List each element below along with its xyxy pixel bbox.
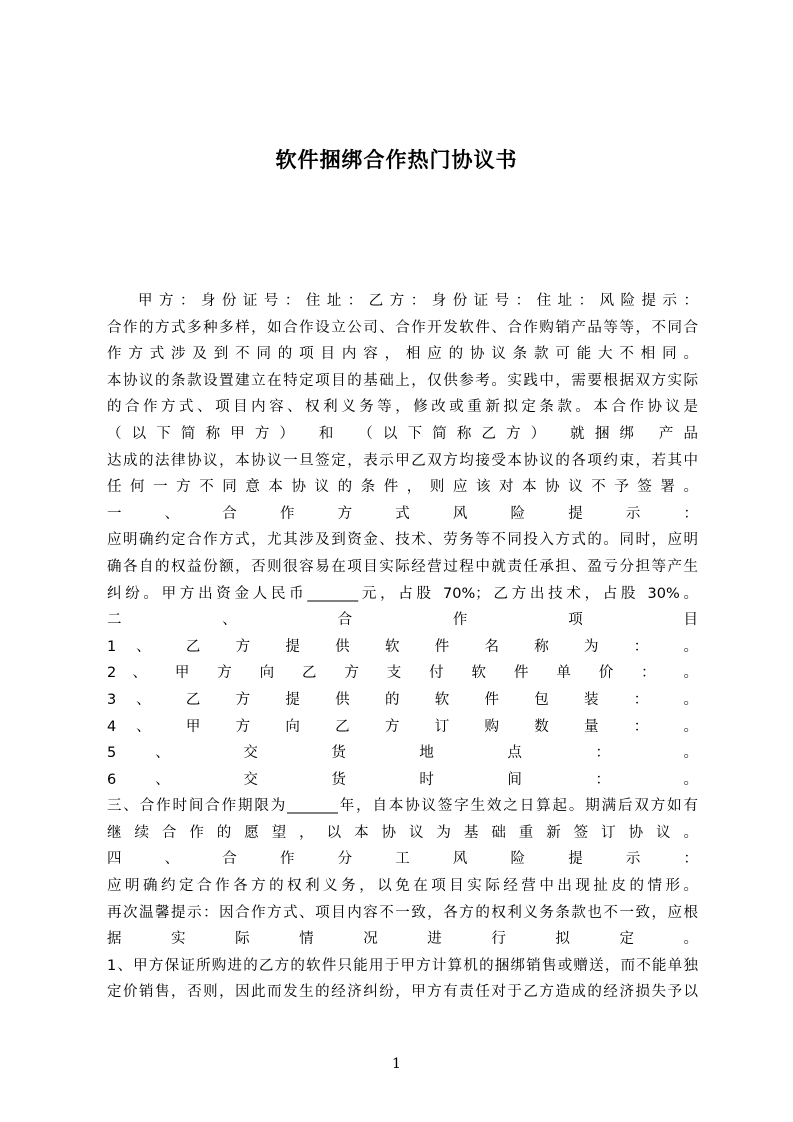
page-number: 1 <box>392 1056 401 1072</box>
list-item: 1 、 乙 方 提 供 软 件 名 称 为 ： 。 <box>107 638 698 655</box>
paragraph-line: 达成的法律协议，本协议一旦签定，表示甲乙双方均接受本协议的各项约束，若其中 <box>107 452 698 469</box>
paragraph-line: 甲 方 ： 身 份 证 号 ： 住 址 ： 乙 方 ： 身 份 证 号 ： 住 址 ： 风 险 提 示 ： <box>138 293 698 309</box>
section-heading: 二 、 合 作 项 目 <box>107 612 698 629</box>
list-item: 6 、 交 货 时 间 ： 。 <box>107 771 698 788</box>
page-title: 软件捆绑合作热门协议书 <box>275 148 518 172</box>
paragraph-line: 合作的方式多种多样，如合作设立公司、合作开发软件、合作购销产品等等，不同合 <box>107 319 698 336</box>
list-item: 4 、 甲 方 向 乙 方 订 购 数 量 ： 。 <box>107 718 698 735</box>
list-item: 3 、 乙 方 提 供 的 软 件 包 装 ： 。 <box>107 691 698 708</box>
paragraph-line: 任 何 一 方 不 同 意 本 协 议 的 条 件 ， 则 应 该 对 本 协 议 不 予 签 署 。 <box>107 479 698 496</box>
paragraph-line: （以下简称甲方） 和 （以下简称乙方） 就捆绑 产品 <box>107 425 698 442</box>
document-body <box>107 288 698 1006</box>
paragraph-line: 继 续 合 作 的 愿 望 ， 以 本 协 议 为 基 础 重 新 签 订 协 议 。 <box>107 824 698 841</box>
paragraph-line: 应明确约定合作各方的权利义务，以免在项目实际经营中出现扯皮的情形。 <box>107 878 698 895</box>
paragraph-line: 定价销售，否则，因此而发生的经济纠纷，甲方有责任对于乙方造成的经济损失予以 <box>107 984 698 1001</box>
paragraph-line: 确各自的权益份额，否则很容易在项目实际经营过程中就责任承担、盈亏分担等产生 <box>107 558 698 575</box>
paragraph-line: 本协议的条款设置建立在特定项目的基础上，仅供参考。实践中，需要根据双方实际 <box>107 372 698 389</box>
list-item: 1、甲方保证所购进的乙方的软件只能用于甲方计算机的捆绑销售或赠送，而不能单独 <box>107 957 698 974</box>
section-heading: 四 、 合 作 分 工 风 险 提 示 ： <box>107 851 698 868</box>
paragraph-line: 再次温馨提示：因合作方式、项目内容不一致，各方的权利义务条款也不一致，应根 <box>107 904 698 921</box>
list-item: 2 、 甲 方 向 乙 方 支 付 软 件 单 价 ： 。 <box>107 665 698 682</box>
section-heading: 一 、 合 作 方 式 风 险 提 示 ： <box>107 505 698 522</box>
paragraph-line: 应明确约定合作方式，尤其涉及到资金、技术、劳务等不同投入方式的。同时，应明 <box>107 532 698 549</box>
list-item: 5 、 交 货 地 点 ： 。 <box>107 745 698 762</box>
paragraph-line: 三、合作时间合作期限为_______年，自本协议签字生效之日算起。期满后双方如有 <box>107 798 698 815</box>
paragraph-line: 据 实 际 情 况 进 行 拟 定 。 <box>107 931 698 948</box>
paragraph-line: 纠纷。甲方出资金人民币_______元，占股 70%；乙方出技术，占股 30%。 <box>107 585 698 602</box>
paragraph-line: 的合作方式、项目内容、权利义务等，修改或重新拟定条款。本合作协议是 <box>107 399 698 416</box>
paragraph-line: 作 方 式 涉 及 到 不 同 的 项 目 内 容 ， 相 应 的 协 议 条 款 可 能 大 不 相 同 。 <box>107 346 698 363</box>
